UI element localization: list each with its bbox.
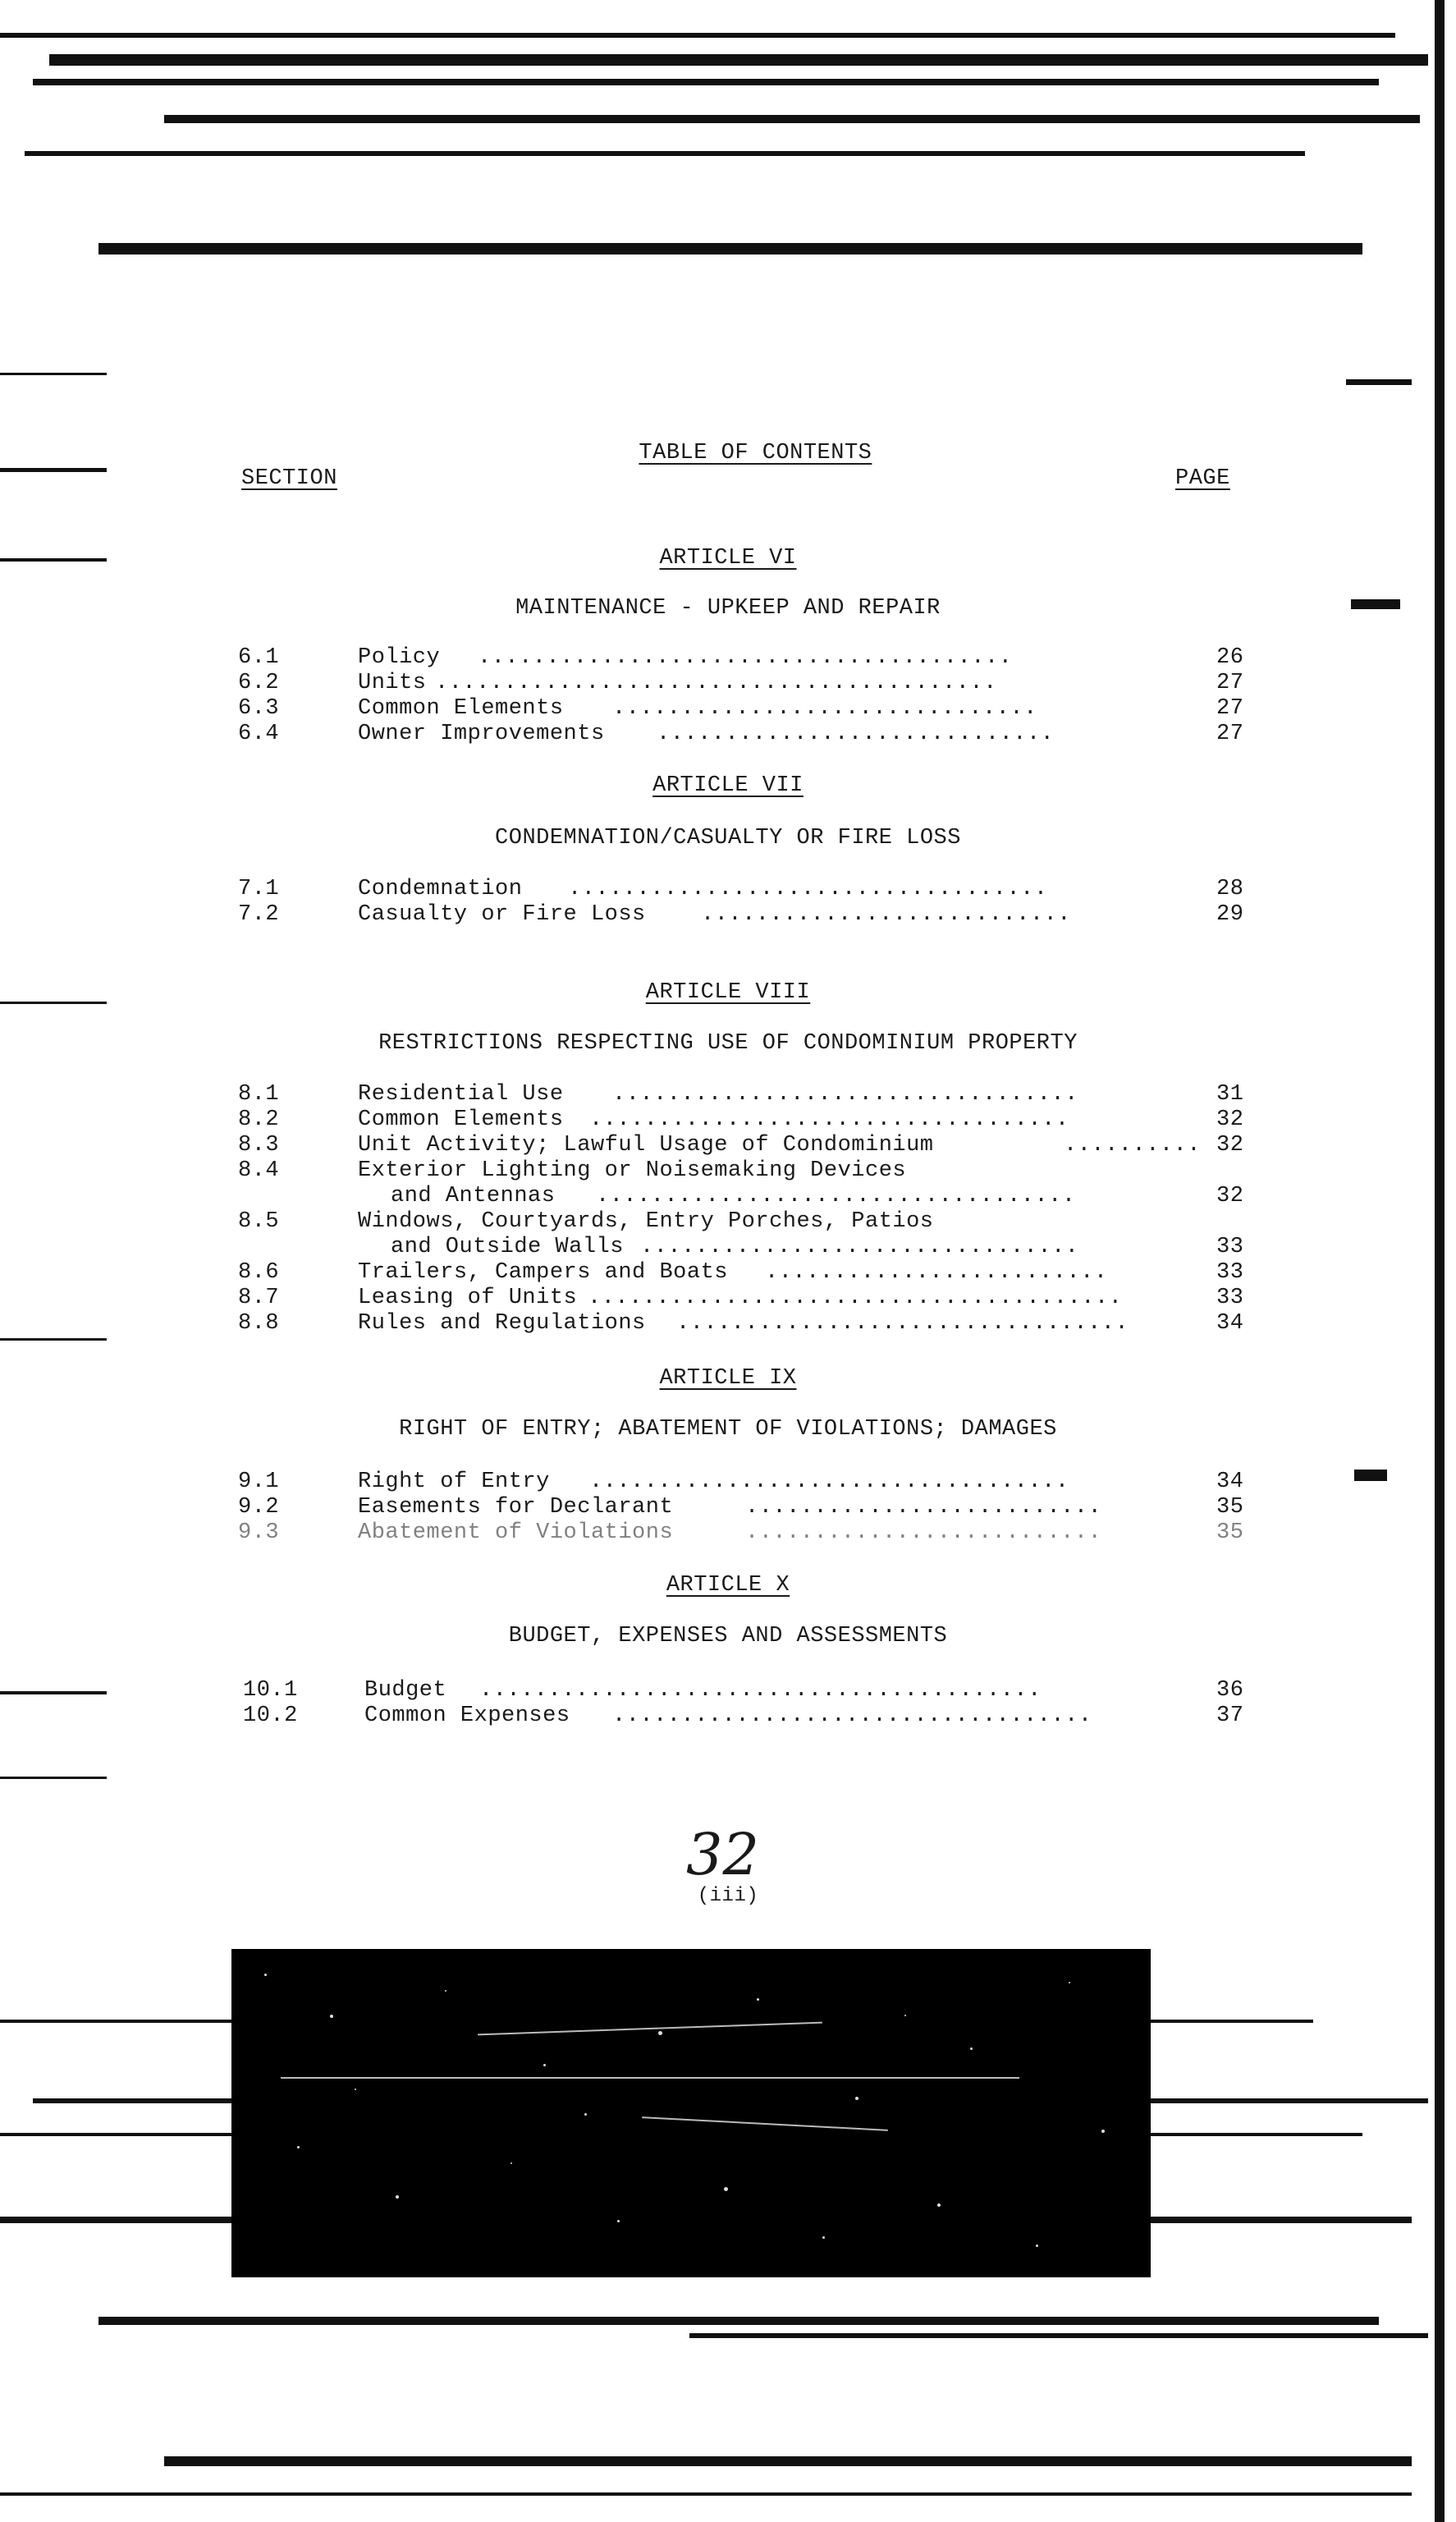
scan-streak	[49, 54, 1428, 66]
entry-title: Common Elements	[358, 696, 564, 721]
article-heading: ARTICLE IX	[659, 1366, 797, 1391]
scan-streak	[98, 2317, 1379, 2325]
page-number: 32	[1216, 1184, 1244, 1208]
article-subheading: RESTRICTIONS RESPECTING USE OF CONDOMINIUM PROPERTY	[378, 1031, 1078, 1056]
entry-title: Common Expenses	[364, 1703, 570, 1728]
leader-dots: ................................	[640, 1235, 1079, 1259]
scan-streak	[1354, 1470, 1387, 1481]
toc-title: TABLE OF CONTENTS	[639, 441, 872, 465]
roman-page-number: (iii)	[697, 1885, 759, 1907]
article-heading: ARTICLE VIII	[645, 980, 811, 1005]
entry-title: Rules and Regulations	[358, 1311, 646, 1336]
leader-dots: ..................................	[612, 1082, 1078, 1107]
leader-dots: ...................................	[596, 1184, 1076, 1208]
entry-title: Common Elements	[358, 1107, 564, 1132]
entry-title: Easements for Declarant	[358, 1495, 674, 1520]
scan-streak	[0, 1777, 107, 1779]
page-number: 34	[1216, 1470, 1244, 1494]
scan-streak	[0, 1338, 107, 1341]
scan-streak	[0, 1691, 107, 1694]
section-number: 6.1	[238, 645, 280, 670]
section-number: 6.2	[238, 671, 280, 695]
scan-streak	[689, 2333, 1428, 2338]
page-number: 35	[1216, 1495, 1244, 1520]
entry-title: Exterior Lighting or Noisemaking Devices	[358, 1158, 907, 1183]
section-number: 9.2	[238, 1495, 280, 1520]
entry-title: Unit Activity; Lawful Usage of Condominium	[358, 1133, 934, 1158]
page-number: 26	[1216, 645, 1244, 670]
page-number: 34	[1216, 1311, 1244, 1336]
scan-streak	[164, 2456, 1412, 2466]
entry-title: Budget	[364, 1678, 447, 1703]
section-number: 9.3	[238, 1520, 280, 1545]
section-number: 8.5	[238, 1209, 280, 1234]
scan-streak	[0, 33, 1395, 38]
scan-streak	[98, 243, 1362, 254]
article-subheading: CONDEMNATION/CASUALTY OR FIRE LOSS	[495, 826, 961, 851]
leader-dots: .......................................	[588, 1286, 1123, 1310]
page-number: 27	[1216, 671, 1244, 695]
scan-noise-area	[231, 1949, 1151, 2277]
section-number: 7.1	[238, 877, 280, 901]
entry-title: Units	[358, 671, 427, 695]
scan-streak	[0, 373, 107, 375]
leader-dots: .........................................	[479, 1678, 1042, 1703]
page-number: 33	[1216, 1286, 1244, 1310]
leader-dots: ..........	[1064, 1133, 1202, 1158]
page-number: 31	[1216, 1082, 1244, 1107]
section-number: 8.2	[238, 1107, 280, 1132]
scan-streak	[1435, 0, 1445, 2522]
page-number: 35	[1216, 1520, 1244, 1545]
leader-dots: ...........................	[701, 902, 1071, 927]
entry-title-continued: and Antennas	[391, 1184, 556, 1208]
entry-title: Policy	[358, 645, 441, 670]
entry-title: Right of Entry	[358, 1470, 550, 1494]
leader-dots: ...................................	[568, 877, 1048, 901]
article-subheading: BUDGET, EXPENSES AND ASSESSMENTS	[508, 1624, 948, 1648]
leader-dots: .............................	[657, 722, 1055, 746]
entry-title: Casualty or Fire Loss	[358, 902, 646, 927]
page-number: 33	[1216, 1260, 1244, 1285]
section-number: 7.2	[238, 902, 280, 927]
entry-title: Leasing of Units	[358, 1286, 578, 1310]
section-number: 9.1	[238, 1470, 280, 1494]
section-number: 6.4	[238, 722, 280, 746]
page-number: 33	[1216, 1235, 1244, 1259]
entry-title-continued: and Outside Walls	[391, 1235, 624, 1259]
article-heading: ARTICLE VII	[652, 773, 804, 798]
page-number: 28	[1216, 877, 1244, 901]
scan-streak	[25, 151, 1305, 156]
scan-streak	[1346, 379, 1412, 385]
scan-streak	[33, 79, 1379, 85]
article-subheading: RIGHT OF ENTRY; ABATEMENT OF VIOLATIONS; DAMAGES	[399, 1417, 1057, 1442]
leader-dots: ...................................	[612, 1703, 1092, 1728]
section-number: 8.1	[238, 1082, 280, 1107]
handwritten-page-number: 32	[686, 1821, 760, 1888]
entry-title: Windows, Courtyards, Entry Porches, Patios	[358, 1209, 934, 1234]
entry-title: Condemnation	[358, 877, 523, 901]
leader-dots: ...................................	[589, 1107, 1069, 1132]
page-number: 29	[1216, 902, 1244, 927]
page-number: 27	[1216, 696, 1244, 721]
section-number: 8.4	[238, 1158, 280, 1183]
entry-title: Owner Improvements	[358, 722, 605, 746]
leader-dots: ..........................	[745, 1495, 1102, 1520]
page-number: 32	[1216, 1133, 1244, 1158]
page-number: 32	[1216, 1107, 1244, 1132]
scan-streak	[164, 115, 1420, 123]
entry-title: Trailers, Campers and Boats	[358, 1260, 728, 1285]
article-heading: ARTICLE X	[666, 1573, 790, 1598]
leader-dots: .........................	[765, 1260, 1108, 1285]
article-heading: ARTICLE VI	[659, 546, 797, 571]
section-column-label: SECTION	[241, 466, 337, 491]
section-number: 10.2	[243, 1703, 298, 1728]
leader-dots: .........................................	[435, 671, 997, 695]
article-subheading: MAINTENANCE - UPKEEP AND REPAIR	[515, 596, 941, 621]
page-column-label: PAGE	[1175, 466, 1230, 491]
leader-dots: .................................	[676, 1311, 1129, 1336]
section-number: 6.3	[238, 696, 280, 721]
page-number: 36	[1216, 1678, 1244, 1703]
leader-dots: ...................................	[589, 1470, 1069, 1494]
page-number: 37	[1216, 1703, 1244, 1728]
section-number: 8.7	[238, 1286, 280, 1310]
section-number: 8.3	[238, 1133, 280, 1158]
page-number: 27	[1216, 722, 1244, 746]
scan-streak	[0, 2492, 1412, 2496]
entry-title: Abatement of Violations	[358, 1520, 674, 1545]
leader-dots: ..........................	[745, 1520, 1102, 1545]
section-number: 8.6	[238, 1260, 280, 1285]
section-number: 8.8	[238, 1311, 280, 1336]
leader-dots: .......................................	[478, 645, 1013, 670]
section-number: 10.1	[243, 1678, 298, 1703]
leader-dots: ...............................	[612, 696, 1037, 721]
entry-title: Residential Use	[358, 1082, 564, 1107]
